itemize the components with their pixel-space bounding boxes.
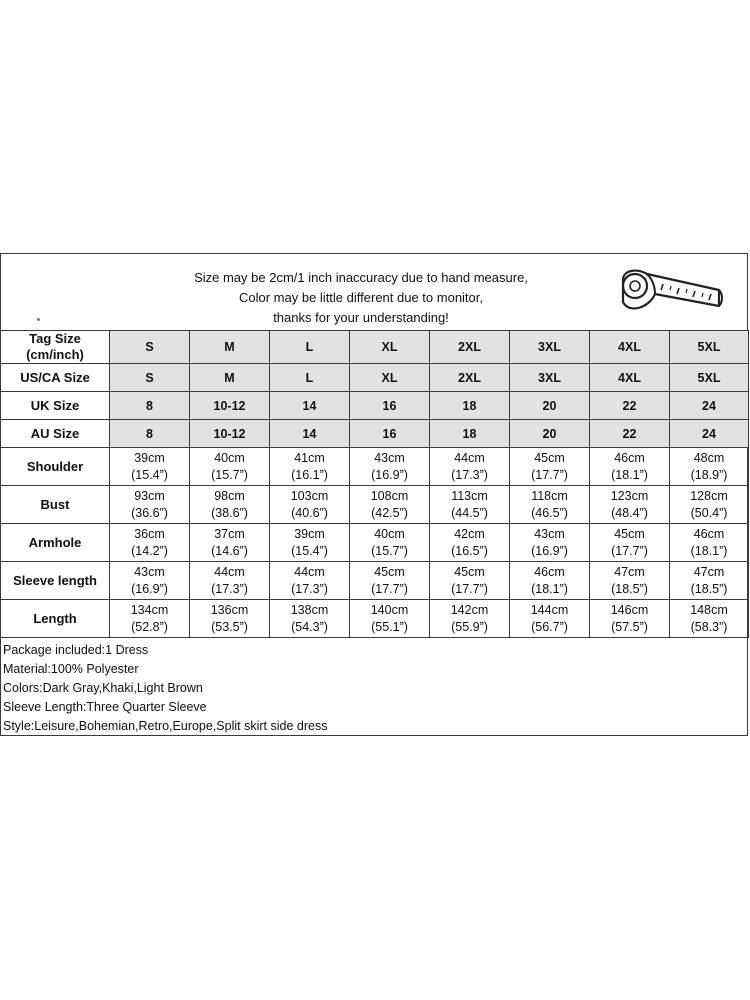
measure-cell xyxy=(510,486,590,524)
measure-cell xyxy=(670,600,749,638)
size-row xyxy=(1,420,749,448)
cm-value: 39cm xyxy=(294,526,325,541)
notice-text xyxy=(161,268,561,328)
measure-cell xyxy=(430,562,510,600)
measure-cell xyxy=(350,486,430,524)
cm-value: 45cm xyxy=(374,564,405,579)
measure-cell xyxy=(190,524,270,562)
inch-value: (50.4”) xyxy=(690,505,728,520)
measure-cell xyxy=(190,448,270,486)
size-cell: 2XL xyxy=(430,364,510,392)
measure-cell xyxy=(350,448,430,486)
inch-value: (14.2”) xyxy=(131,543,168,558)
inch-value: (42.5”) xyxy=(371,505,408,520)
size-table xyxy=(0,330,749,638)
measure-cell xyxy=(430,448,510,486)
cm-value: 113cm xyxy=(451,488,488,503)
size-cell: 16 xyxy=(350,392,430,420)
cm-value: 46cm xyxy=(693,526,725,541)
inch-value: (18.1”) xyxy=(690,543,728,558)
measure-cell xyxy=(590,562,670,600)
measure-cell xyxy=(510,524,590,562)
cm-value: 40cm xyxy=(214,450,245,465)
row-label: Bust xyxy=(1,486,110,524)
inch-value: (18.9”) xyxy=(690,467,728,482)
measure-cell xyxy=(350,600,430,638)
size-cell: XL xyxy=(350,364,430,392)
measure-cell xyxy=(190,486,270,524)
measure-cell xyxy=(110,448,190,486)
measure-cell xyxy=(110,562,190,600)
measure-cell xyxy=(270,486,350,524)
size-cell: 18 xyxy=(430,420,510,448)
size-cell: 10-12 xyxy=(190,420,270,448)
size-cell: L xyxy=(270,331,350,364)
inch-value: (58.3”) xyxy=(690,619,728,634)
inch-value: (16.9”) xyxy=(131,581,168,596)
inch-value: (16.5”) xyxy=(451,543,488,558)
notice-line: Color may be little different due to monitor, xyxy=(239,290,483,305)
inch-value: (56.7”) xyxy=(531,619,568,634)
info-line: Material:100% Polyester xyxy=(3,662,139,676)
measure-cell xyxy=(590,448,670,486)
cm-value: 48cm xyxy=(693,450,725,465)
size-cell: M xyxy=(190,364,270,392)
inch-value: (40.6”) xyxy=(291,505,328,520)
cm-value: 43cm xyxy=(374,450,405,465)
inch-value: (15.7”) xyxy=(371,543,408,558)
inch-value: (55.1”) xyxy=(371,619,408,634)
measure-cell xyxy=(510,448,590,486)
cm-value: 44cm xyxy=(214,564,245,579)
speck xyxy=(37,318,40,321)
size-cell: 22 xyxy=(590,420,670,448)
row-label: AU Size xyxy=(1,420,110,448)
cm-value: 140cm xyxy=(370,602,409,617)
size-cell: 24 xyxy=(670,420,749,448)
cm-value: 103cm xyxy=(290,488,329,503)
size-cell: S xyxy=(110,331,190,364)
size-row xyxy=(1,331,749,364)
measure-cell xyxy=(430,486,510,524)
inch-value: (44.5”) xyxy=(451,505,488,520)
cm-value: 146cm xyxy=(610,602,649,617)
cm-value: 43cm xyxy=(534,526,565,541)
inch-value: (18.1”) xyxy=(531,581,568,596)
cm-value: 47cm xyxy=(614,564,645,579)
cm-value: 46cm xyxy=(614,450,645,465)
measure-cell xyxy=(190,600,270,638)
notice-line: thanks for your understanding! xyxy=(273,310,449,325)
size-cell: 2XL xyxy=(430,331,510,364)
inch-value: (17.7”) xyxy=(451,581,488,596)
size-cell: 14 xyxy=(270,392,350,420)
cm-value: 118cm xyxy=(531,488,568,503)
cm-value: 134cm xyxy=(130,602,169,617)
size-cell: 24 xyxy=(670,392,749,420)
measure-cell xyxy=(670,486,749,524)
measure-cell xyxy=(670,524,749,562)
size-cell: 20 xyxy=(510,420,590,448)
cm-value: 93cm xyxy=(134,488,165,503)
inch-value: (55.9”) xyxy=(451,619,488,634)
measure-cell xyxy=(670,448,749,486)
inch-value: (16.9”) xyxy=(531,543,568,558)
measure-cell xyxy=(590,524,670,562)
size-cell: 8 xyxy=(110,392,190,420)
inch-value: (15.7”) xyxy=(211,467,248,482)
inch-value: (57.5”) xyxy=(611,619,648,634)
measure-cell xyxy=(670,562,749,600)
size-cell: 5XL xyxy=(670,331,749,364)
row-label: Sleeve length xyxy=(1,562,110,600)
inch-value: (46.5”) xyxy=(531,505,568,520)
cm-value: 144cm xyxy=(530,602,569,617)
inch-value: (53.5”) xyxy=(211,619,248,634)
inch-value: (16.9”) xyxy=(371,467,408,482)
size-cell: M xyxy=(190,331,270,364)
measure-cell xyxy=(110,600,190,638)
cm-value: 44cm xyxy=(294,564,325,579)
inch-value: (17.3”) xyxy=(291,581,328,596)
info-line: Sleeve Length:Three Quarter Sleeve xyxy=(3,700,207,714)
measure-row xyxy=(1,600,749,638)
inch-value: (14.6”) xyxy=(211,543,248,558)
size-cell: 22 xyxy=(590,392,670,420)
size-cell: 5XL xyxy=(670,364,749,392)
size-cell: XL xyxy=(350,331,430,364)
size-cell: 10-12 xyxy=(190,392,270,420)
inch-value: (36.6”) xyxy=(131,505,168,520)
inch-value: (18.5”) xyxy=(690,581,728,596)
cm-value: 47cm xyxy=(693,564,725,579)
cm-value: 142cm xyxy=(450,602,489,617)
size-cell: 4XL xyxy=(590,364,670,392)
size-cell: 14 xyxy=(270,420,350,448)
size-row xyxy=(1,364,749,392)
size-chart xyxy=(0,253,748,736)
cm-value: 42cm xyxy=(454,526,485,541)
cm-value: 39cm xyxy=(134,450,165,465)
row-label: Armhole xyxy=(1,524,110,562)
size-cell: S xyxy=(110,364,190,392)
measure-row xyxy=(1,524,749,562)
measure-cell xyxy=(430,600,510,638)
inch-value: (17.3”) xyxy=(211,581,248,596)
cm-value: 46cm xyxy=(534,564,565,579)
size-cell: 16 xyxy=(350,420,430,448)
measure-cell xyxy=(110,486,190,524)
size-cell: L xyxy=(270,364,350,392)
inch-value: (15.4”) xyxy=(291,543,328,558)
measure-row xyxy=(1,562,749,600)
measure-cell xyxy=(110,524,190,562)
measure-cell xyxy=(270,600,350,638)
measure-cell xyxy=(510,600,590,638)
cm-value: 45cm xyxy=(534,450,565,465)
cm-value: 123cm xyxy=(610,488,649,503)
inch-value: (17.7”) xyxy=(611,543,648,558)
measure-row xyxy=(1,486,749,524)
row-label: UK Size xyxy=(1,392,110,420)
info-line: Colors:Dark Gray,Khaki,Light Brown xyxy=(3,681,203,695)
inch-value: (48.4”) xyxy=(611,505,648,520)
size-cell: 8 xyxy=(110,420,190,448)
info-line: Style:Leisure,Bohemian,Retro,Europe,Split skirt side dress xyxy=(3,719,328,733)
size-notice xyxy=(1,254,747,331)
size-cell: 3XL xyxy=(510,364,590,392)
inch-value: (18.1”) xyxy=(611,467,648,482)
size-cell: 20 xyxy=(510,392,590,420)
cm-value: 138cm xyxy=(290,602,329,617)
cm-value: 43cm xyxy=(134,564,165,579)
size-cell: 18 xyxy=(430,392,510,420)
inch-value: (16.1”) xyxy=(291,467,328,482)
measure-cell xyxy=(590,486,670,524)
measuring-tape-icon xyxy=(615,262,727,324)
cm-value: 36cm xyxy=(134,526,165,541)
inch-value: (15.4”) xyxy=(131,467,168,482)
product-info xyxy=(1,641,747,736)
notice-line: Size may be 2cm/1 inch inaccuracy due to hand measure, xyxy=(194,270,528,285)
row-label: US/CA Size xyxy=(1,364,110,392)
row-label: Length xyxy=(1,600,110,638)
cm-value: 148cm xyxy=(690,602,728,617)
inch-value: (38.6”) xyxy=(211,505,248,520)
inch-value: (52.8”) xyxy=(131,619,168,634)
cm-value: 37cm xyxy=(214,526,245,541)
size-cell: 3XL xyxy=(510,331,590,364)
measure-cell xyxy=(590,600,670,638)
measure-cell xyxy=(270,448,350,486)
row-label: Shoulder xyxy=(1,448,110,486)
measure-cell xyxy=(270,562,350,600)
cm-value: 128cm xyxy=(690,488,728,503)
cm-value: 45cm xyxy=(614,526,645,541)
measure-cell xyxy=(190,562,270,600)
info-line: Package included:1 Dress xyxy=(3,643,149,657)
cm-value: 41cm xyxy=(294,450,325,465)
inch-value: (54.3”) xyxy=(291,619,328,634)
cm-value: 45cm xyxy=(454,564,485,579)
size-cell: 4XL xyxy=(590,331,670,364)
cm-value: 44cm xyxy=(454,450,485,465)
measure-cell xyxy=(350,562,430,600)
measure-cell xyxy=(510,562,590,600)
inch-value: (18.5”) xyxy=(611,581,648,596)
cm-value: 108cm xyxy=(370,488,409,503)
row-label: Tag Size (cm/inch) xyxy=(1,331,110,364)
measure-cell xyxy=(350,524,430,562)
measure-row xyxy=(1,448,749,486)
size-row xyxy=(1,392,749,420)
inch-value: (17.7”) xyxy=(371,581,408,596)
inch-value: (17.3”) xyxy=(451,467,488,482)
cm-value: 98cm xyxy=(214,488,245,503)
cm-value: 136cm xyxy=(210,602,249,617)
measure-cell xyxy=(270,524,350,562)
measure-cell xyxy=(430,524,510,562)
cm-value: 40cm xyxy=(374,526,405,541)
inch-value: (17.7”) xyxy=(531,467,568,482)
